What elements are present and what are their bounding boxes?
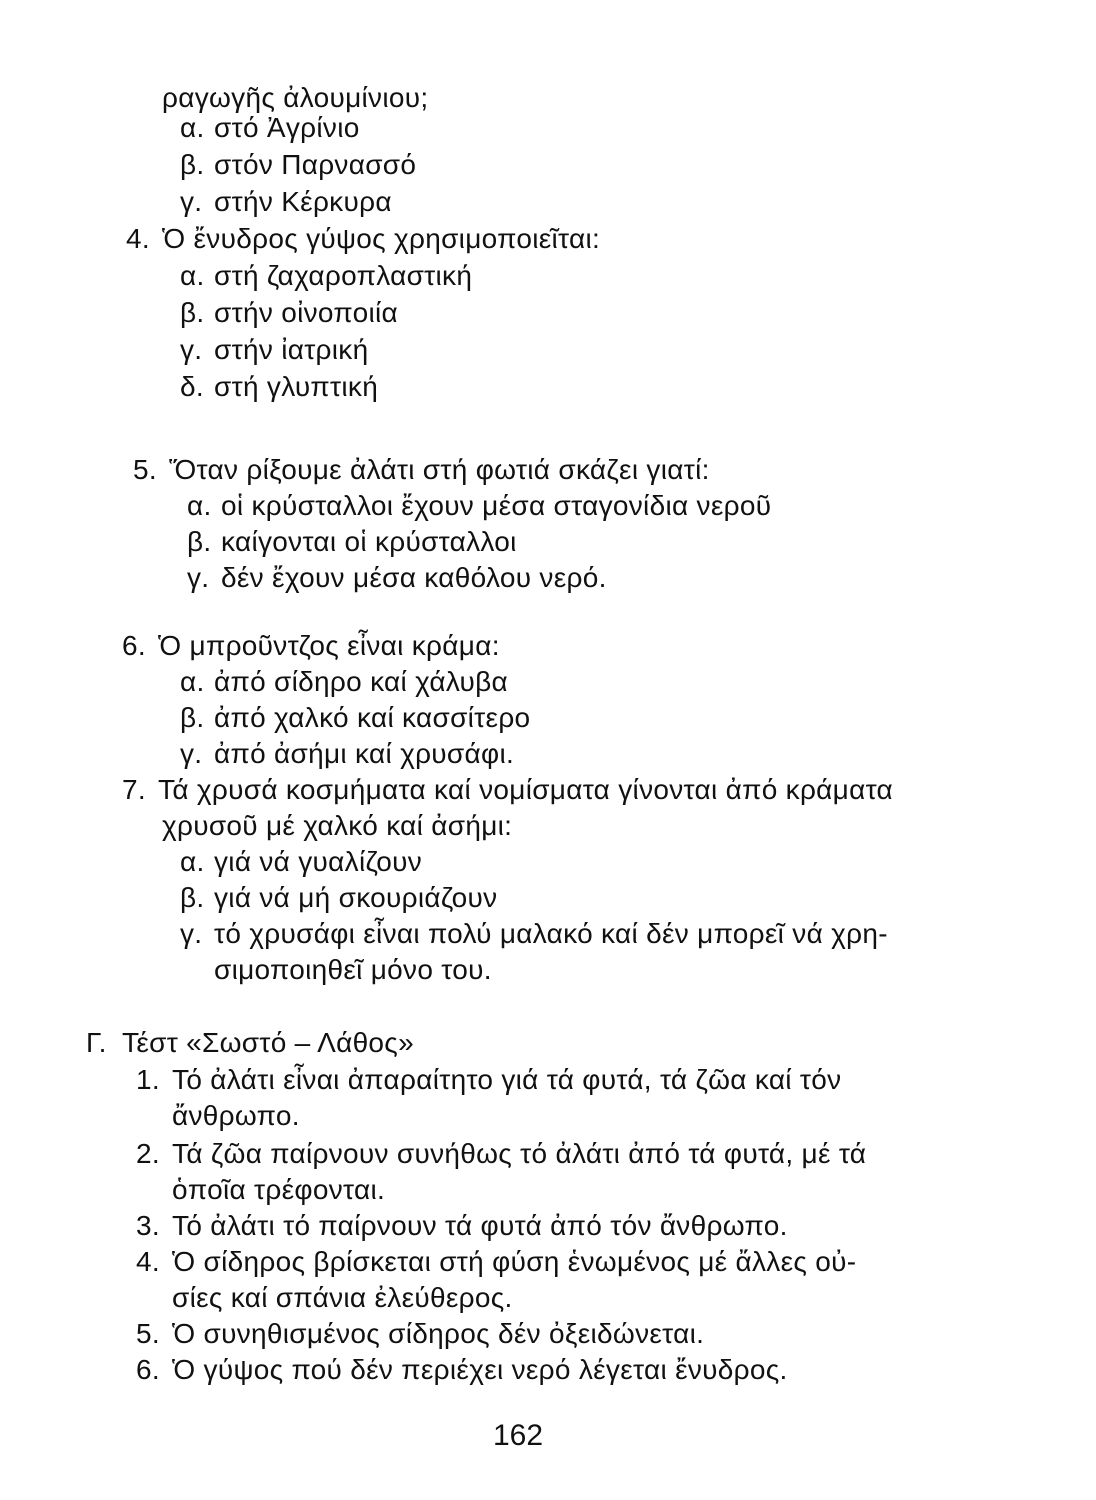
option-label: α. (180, 112, 205, 143)
option-text: στό Ἀγρίνιο (214, 112, 360, 143)
option-text: καίγονται οἱ κρύσταλλοι (221, 526, 517, 557)
question-number: 5. (133, 454, 157, 485)
item-text: Τό ἀλάτι εἶναι ἀπαραίτητο γιά τά φυτά, τά ζῶα καί τόν (172, 1064, 842, 1095)
q5-option-c (187, 560, 607, 596)
item-text: Ὁ γύψος πού δέν περιέχει νερό λέγεται ἔνυδρος. (172, 1354, 788, 1385)
tf-item-6 (136, 1352, 788, 1388)
item-text: Ὁ συνηθισμένος σίδηρος δέν ὀξειδώνεται. (172, 1318, 705, 1349)
q5-option-b (187, 524, 517, 560)
section-title: Τέστ «Σωστό – Λάθος» (122, 1027, 414, 1058)
option-label: γ. (187, 562, 210, 593)
item-text: Τό ἀλάτι τό παίρνουν τά φυτά ἀπό τόν ἄνθρωπο. (172, 1210, 788, 1241)
option-label: α. (180, 260, 205, 291)
q6-option-c (180, 736, 514, 772)
q7-option-b (180, 880, 497, 916)
item-text: Τά ζῶα παίρνουν συνήθως τό ἀλάτι ἀπό τά φυτά, μέ τά (172, 1138, 867, 1169)
item-number: 2. (136, 1138, 160, 1169)
option-label: β. (180, 702, 205, 733)
tf-item-4-continued: σίες καί σπάνια ἐλεύθερος. (172, 1282, 513, 1313)
tf-item-4 (136, 1244, 856, 1280)
section-label: Γ. (86, 1027, 107, 1058)
section-heading (86, 1025, 414, 1061)
option-text: στή ζαχαροπλαστική (214, 260, 473, 291)
question-5 (133, 452, 710, 488)
question-text: Ὅταν ρίξουμε ἀλάτι στή φωτιά σκάζει γιατί: (169, 454, 710, 485)
option-label: β. (180, 149, 205, 180)
option-label: α. (180, 666, 205, 697)
question-text: Τά χρυσά κοσμήματα καί νομίσματα γίνονται ἀπό κράματα (158, 774, 894, 805)
item-text: Ὁ σίδηρος βρίσκεται στή φύση ἑνωμένος μέ ἄλλες οὐ- (172, 1246, 857, 1277)
item-number: 6. (136, 1354, 160, 1385)
q3-option-c (180, 184, 392, 220)
question-text: Ὁ μπροῦντζος εἶναι κράμα: (158, 630, 500, 661)
item-number: 1. (136, 1064, 160, 1095)
q6-option-b (180, 700, 530, 736)
question-7-continued: χρυσοῦ μέ χαλκό καί ἀσήμι: (162, 810, 513, 841)
q7-option-a (180, 844, 422, 880)
option-label: α. (180, 846, 205, 877)
option-text: ἀπό σίδηρο καί χάλυβα (214, 666, 509, 697)
tf-item-5 (136, 1316, 704, 1352)
q4-option-d (180, 369, 378, 405)
q4-option-a (180, 258, 472, 294)
question-number: 7. (122, 774, 146, 805)
question-number: 6. (122, 630, 146, 661)
q7-option-c (180, 916, 888, 952)
tf-item-2 (136, 1136, 866, 1172)
question-text: Ὁ ἔνυδρος γύψος χρησιμοποιεῖται: (162, 223, 601, 254)
q4-option-b (180, 295, 398, 331)
item-number: 4. (136, 1246, 160, 1277)
option-text: δέν ἔχουν μέσα καθόλου νερό. (221, 562, 607, 593)
page-number: 162 (492, 1419, 544, 1452)
option-label: γ. (180, 738, 203, 769)
option-label: α. (187, 490, 212, 521)
option-label: γ. (180, 186, 203, 217)
option-text: στόν Παρνασσό (214, 149, 417, 180)
option-label: β. (187, 526, 212, 557)
q5-option-a (187, 488, 771, 524)
option-label: β. (180, 297, 205, 328)
option-text: ἀπό χαλκό καί κασσίτερο (214, 702, 531, 733)
q7-option-c-continued: σιμοποιηθεῖ μόνο του. (214, 954, 492, 985)
question-6 (122, 628, 500, 664)
q3-option-a (180, 110, 360, 146)
option-text: στή γλυπτική (214, 371, 379, 402)
tf-item-3 (136, 1208, 788, 1244)
q6-option-a (180, 664, 508, 700)
question-4 (126, 221, 600, 257)
question-continuation: ραγωγῆς ἀλουμίνιου; (162, 82, 429, 113)
option-text: ἀπό ἀσήμι καί χρυσάφι. (214, 738, 515, 769)
question-number: 4. (126, 223, 150, 254)
tf-item-2-continued: ὁποῖα τρέφονται. (172, 1174, 386, 1205)
item-number: 3. (136, 1210, 160, 1241)
item-number: 5. (136, 1318, 160, 1349)
option-label: β. (180, 882, 205, 913)
tf-item-1 (136, 1062, 841, 1098)
option-text: στήν Κέρκυρα (214, 186, 392, 217)
option-label: γ. (180, 334, 203, 365)
option-label: δ. (180, 371, 204, 402)
option-text: τό χρυσάφι εἶναι πολύ μαλακό καί δέν μπορεῖ νά χρη- (214, 918, 888, 949)
q4-option-c (180, 332, 368, 368)
option-text: στήν ἰατρική (214, 334, 369, 365)
q3-option-b (180, 147, 416, 183)
option-text: στήν οἰνοποιία (214, 297, 398, 328)
option-text: οἱ κρύσταλλοι ἔχουν μέσα σταγονίδια νεροῦ (221, 490, 772, 521)
option-text: γιά νά μή σκουριάζουν (214, 882, 498, 913)
option-text: γιά νά γυαλίζουν (214, 846, 423, 877)
tf-item-1-continued: ἄνθρωπο. (172, 1100, 300, 1131)
option-label: γ. (180, 918, 203, 949)
question-7 (122, 772, 893, 808)
